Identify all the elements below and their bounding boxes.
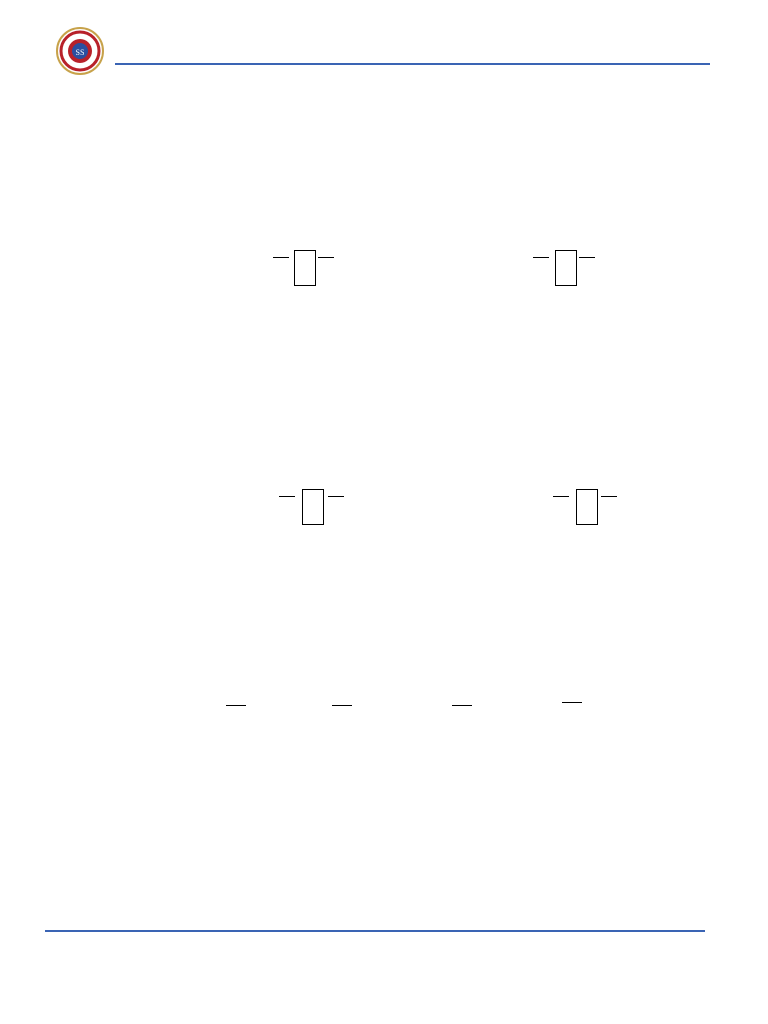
fraction-q2-1 <box>226 703 246 708</box>
fraction-q2-3 <box>452 703 472 708</box>
fraction-q2-2 <box>332 703 352 708</box>
svg-text:SS: SS <box>75 48 85 57</box>
fraction-q2-4 <box>562 700 582 705</box>
footer-divider <box>45 930 705 932</box>
